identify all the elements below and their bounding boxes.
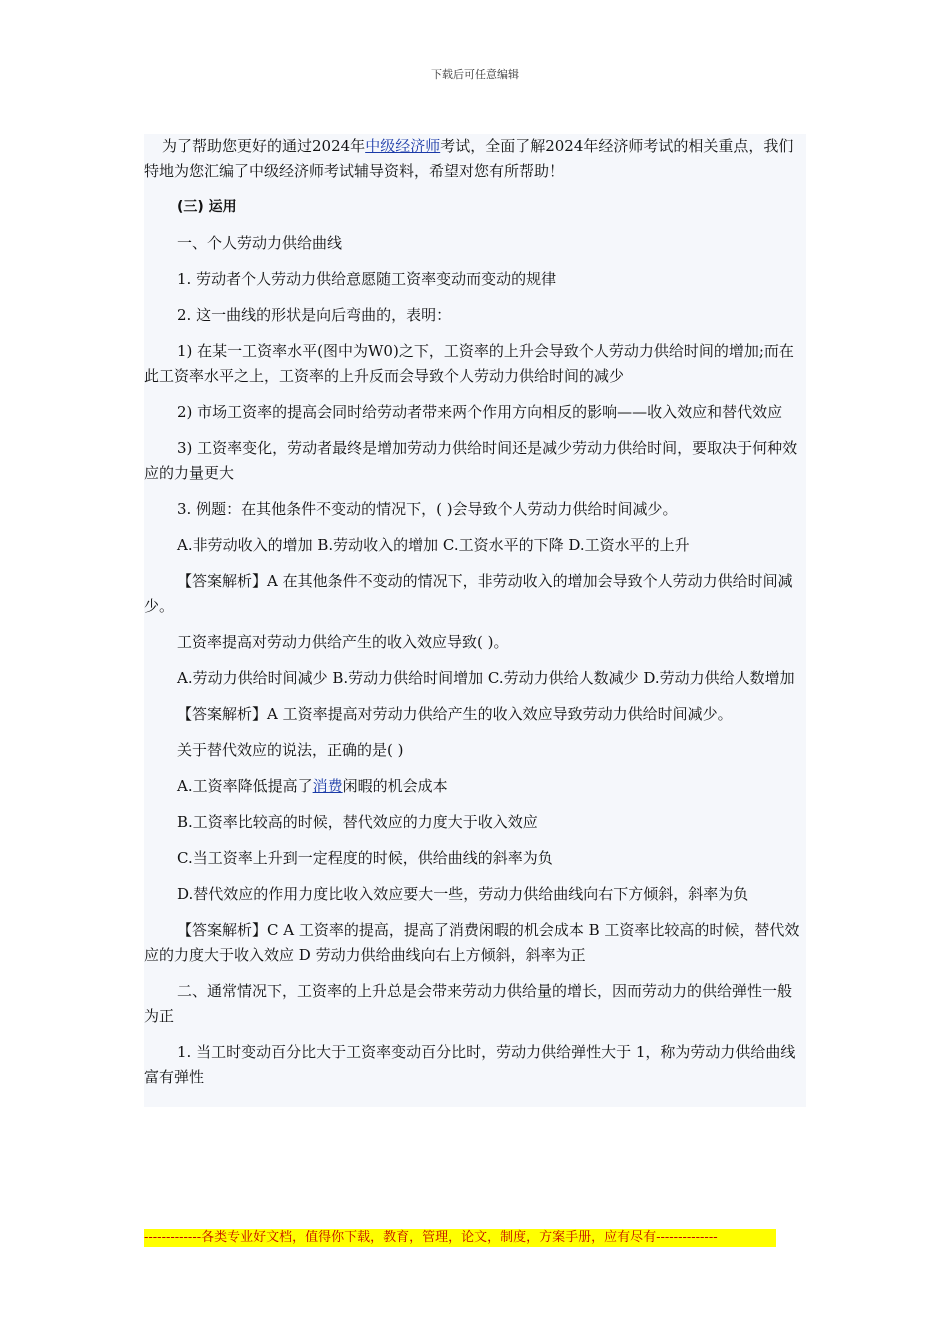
question-3-option-a	[144, 774, 806, 799]
paragraph: 1) 在某一工资率水平(图中为W0)之下，工资率的上升会导致个人劳动力供给时间的增加;而在此工资率水平之上，工资率的上升反而会导致个人劳动力供给时间的减少	[144, 342, 794, 385]
example-question-1: 3. 例题：在其他条件不变动的情况下，( )会导致个人劳动力供给时间减少。	[177, 500, 678, 518]
section-heading-2: 二、通常情况下，工资率的上升总是会带来劳动力供给量的增长，因而劳动力的供给弹性一般为正	[144, 982, 793, 1025]
question-3-option-b: B.工资率比较高的时候，替代效应的力度大于收入效应	[177, 813, 538, 831]
intro-text-end: 考试，全面了解2024年经济师考试的相关重点，我们特地为您汇编了中级经济师考试辅导资料，希望对您有所帮助！	[144, 137, 794, 180]
page-header: 下载后可任意编辑	[431, 68, 519, 81]
option-a-text-start: A.工资率降低提高了	[177, 777, 313, 795]
footer-banner: -------------各类专业好文档，值得你下载，教育，管理，论文，制度，方案手册，应有尽有--------------	[144, 1229, 776, 1247]
answer-explanation-1: 【答案解析】A 在其他条件不变动的情况下，非劳动收入的增加会导致个人劳动力供给时间减少。	[144, 572, 793, 615]
section-subtitle: (三) 运用	[177, 199, 237, 215]
question-1-options: A.非劳动收入的增加 B.劳动收入的增加 C.工资水平的下降 D.工资水平的上升	[177, 536, 690, 554]
question-2-options: A.劳动力供给时间减少 B.劳动力供给时间增加 C.劳动力供给人数减少 D.劳动力供给人数增加	[177, 669, 795, 687]
intro-paragraph	[144, 134, 806, 184]
question-3-option-d: D.替代效应的作用力度比收入效应要大一些，劳动力供给曲线向右下方倾斜，斜率为负	[177, 885, 749, 903]
paragraph: 1. 当工时变动百分比大于工资率变动百分比时，劳动力供给弹性大于 1，称为劳动力供给曲线富有弹性	[144, 1043, 796, 1086]
consumption-link[interactable]: 消费	[312, 777, 343, 795]
paragraph: 3) 工资率变化，劳动者最终是增加劳动力供给时间还是减少劳动力供给时间，要取决于何种效应的力量更大	[144, 439, 798, 482]
question-3-option-c: C.当工资率上升到一定程度的时候，供给曲线的斜率为负	[177, 849, 553, 867]
option-a-text-end: 闲暇的机会成本	[342, 777, 448, 795]
intro-text-start: 为了帮助您更好的通过2024年	[162, 137, 366, 155]
paragraph: 2. 这一曲线的形状是向后弯曲的，表明：	[177, 306, 452, 324]
paragraph: 1. 劳动者个人劳动力供给意愿随工资率变动而变动的规律	[177, 270, 557, 288]
answer-explanation-2: 【答案解析】A 工资率提高对劳动力供给产生的收入效应导致劳动力供给时间减少。	[177, 705, 733, 723]
intermediate-economist-link[interactable]: 中级经济师	[365, 137, 441, 155]
question-3: 关于替代效应的说法，正确的是( )	[177, 741, 404, 759]
question-2: 工资率提高对劳动力供给产生的收入效应导致( )。	[177, 633, 509, 651]
section-heading-1: 一、个人劳动力供给曲线	[177, 234, 343, 252]
answer-explanation-3: 【答案解析】C A 工资率的提高，提高了消费闲暇的机会成本 B 工资率比较高的时候，替代效应的力度大于收入效应 D 劳动力供给曲线向右上方倾斜，斜率为正	[144, 921, 800, 964]
document-body	[144, 134, 806, 1107]
paragraph: 2) 市场工资率的提高会同时给劳动者带来两个作用方向相反的影响——收入效应和替代效应	[177, 403, 783, 421]
